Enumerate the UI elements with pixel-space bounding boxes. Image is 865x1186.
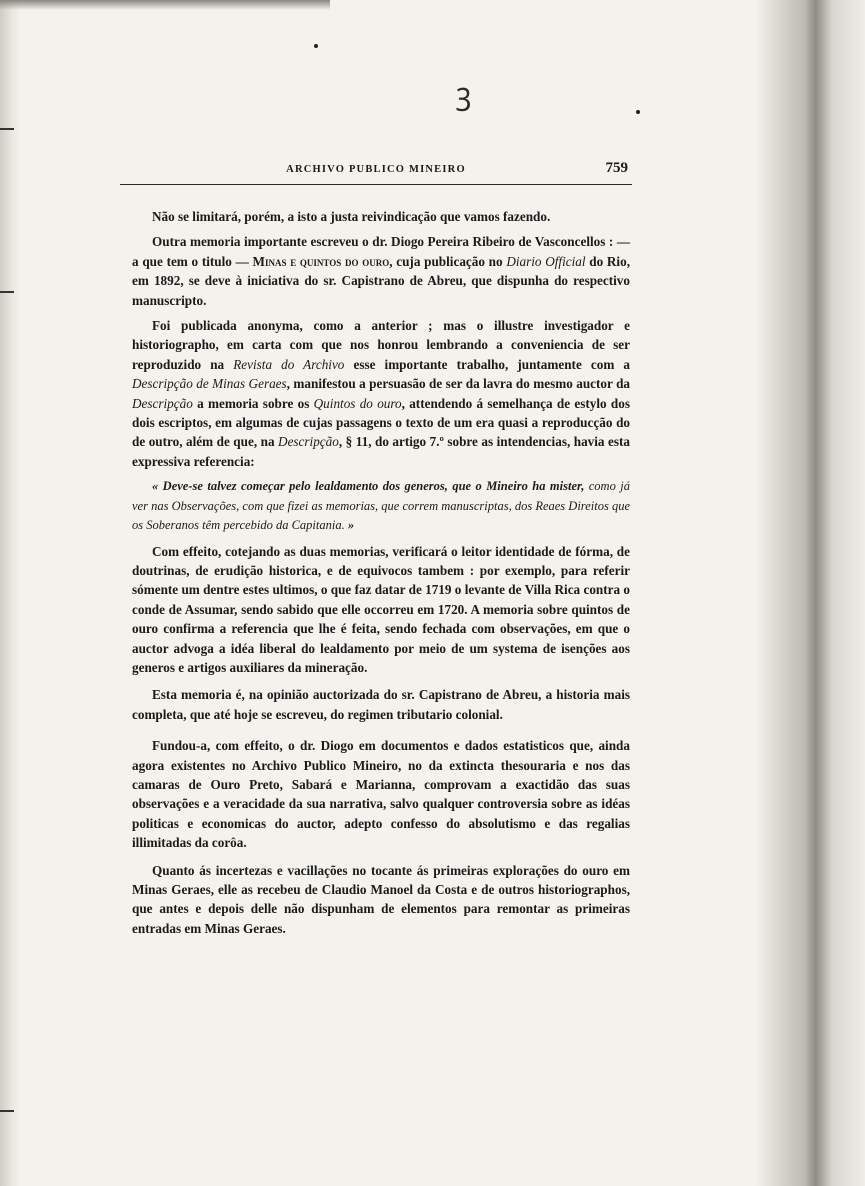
text-run: , cuja publicação no [389, 253, 507, 269]
italic-text-run: Quintos do ouro [313, 395, 402, 411]
paragraph [132, 685, 630, 724]
italic-text-run: Descripção [132, 395, 193, 411]
small-caps-title: Minas e quintos do ouro [252, 253, 390, 269]
page-body [120, 207, 632, 938]
paragraph [132, 542, 630, 678]
paragraph [132, 207, 630, 226]
text-run: esse importante trabalho, juntamente com a [344, 356, 630, 372]
scan-left-edge [0, 0, 20, 1186]
italic-text-run: Diario Official [506, 253, 586, 269]
italic-text-run: como já ver nas Observações, com que fizei as memorias, que correm manuscriptas, dos Reaes Direitos que os Soberanos têm percebido da Capitania. [132, 479, 630, 533]
text-run: Não se limitará, porém, a isto a justa reivindicação que vamos fazendo. [152, 209, 551, 224]
handwritten-mark-icon: ꝫ [456, 77, 472, 112]
italic-text-run: Descripção de Minas Geraes [132, 376, 287, 392]
paragraph [132, 736, 630, 852]
page-header [120, 158, 632, 185]
text-run: , § 11, do artigo 7.º sobre as intendencias, havia esta expressiva referencia: [132, 434, 630, 469]
scan-top-smudge [0, 0, 330, 10]
italic-text-run: Revista do Archivo [233, 356, 345, 372]
scan-edge-mark [0, 291, 14, 293]
italic-text-run: Descripção [278, 434, 339, 450]
paragraph [132, 232, 630, 310]
scan-speck [314, 44, 318, 48]
text-run: a memoria sobre os [192, 395, 314, 411]
scan-speck [636, 110, 640, 114]
text-run: Com effeito, cotejando as duas memorias, verificará o leitor identidade de fórma, de doutrinas, de erudição historica, e de equivocos tambem : por exemplo, para referir sómente um dentre estes ultimos, o que faz datar de 1719 o levante de Villa Rica contra o conde de Assumar, sendo sabido que elle occorreu em 1720. A memoria sobre quintos de ouro confirma a referencia que lhe é feita, sendo fechada com observações, em que o auctor advoga a idéa liberal do lealdamento por meio de um systema de isenções aos generos e artigos auxiliares da mineração. [132, 543, 630, 675]
text-run: do Rio, em 1892, se deve à iniciativa do sr. Capistrano de Abreu, que dispunha do respectivo manuscripto. [132, 253, 630, 308]
quotation-paragraph [132, 477, 630, 535]
text-run: , manifestou a persuasão de ser da lavra do mesmo auctor da [286, 376, 631, 392]
text-run: Outra memoria importante escreveu o dr. Diogo Pereira Ribeiro de Vasconcellos : — a que tem o titulo — [132, 234, 630, 269]
paragraph [132, 316, 630, 471]
scan-page-fold [755, 0, 865, 1186]
paragraph [132, 861, 630, 939]
text-run: » [344, 518, 355, 533]
text-run: Fundou-a, com effeito, o dr. Diogo em documentos e dados estatisticos que, ainda agora existentes no Archivo Publico Mineiro, no da extincta thesouraria e nos das camaras de Ouro Preto, Sabará e Marianna, comprovam a exactidão das suas observações e a veracidade da sua narrativa, salvo qualquer controversia sobre as idéas politicas e economicas do auctor, adepto confesso do absolutismo e das regalias illimitadas da corôa. [132, 738, 630, 851]
text-run: « Deve-se talvez começar pelo lealdamento dos generos, que o Mineiro ha mister, [152, 479, 589, 494]
book-page [120, 158, 632, 944]
text-run: Foi publicada anonyma, como a anterior ; mas o illustre investigador e historiographo, em carta com que nos honrou lembrando a conveniencia de ser reproduzido na [132, 318, 630, 372]
text-run: , attendendo á semelhança de estylo dos dois escriptos, em algumas de cujas passagens o texto de um era quasi a reproducção do de outro, além de que, na [132, 395, 630, 450]
page-number: 759 [605, 160, 628, 176]
running-title: ARCHIVO PUBLICO MINEIRO [286, 164, 466, 175]
text-run: Quanto ás incertezas e vacillações no tocante ás primeiras explorações do ouro em Minas Geraes, elle as recebeu de Claudio Manoel da Costa e de outros historiographos, que antes e depois delle não dispunham de elementos para remontar as primeiras entradas em Minas Geraes. [132, 862, 630, 936]
scan-edge-mark [0, 1110, 14, 1112]
scan-edge-mark [0, 128, 14, 130]
text-run: Esta memoria é, na opinião auctorizada do sr. Capistrano de Abreu, a historia mais completa, que até hoje se escreveu, do regimen tributario colonial. [132, 687, 630, 722]
